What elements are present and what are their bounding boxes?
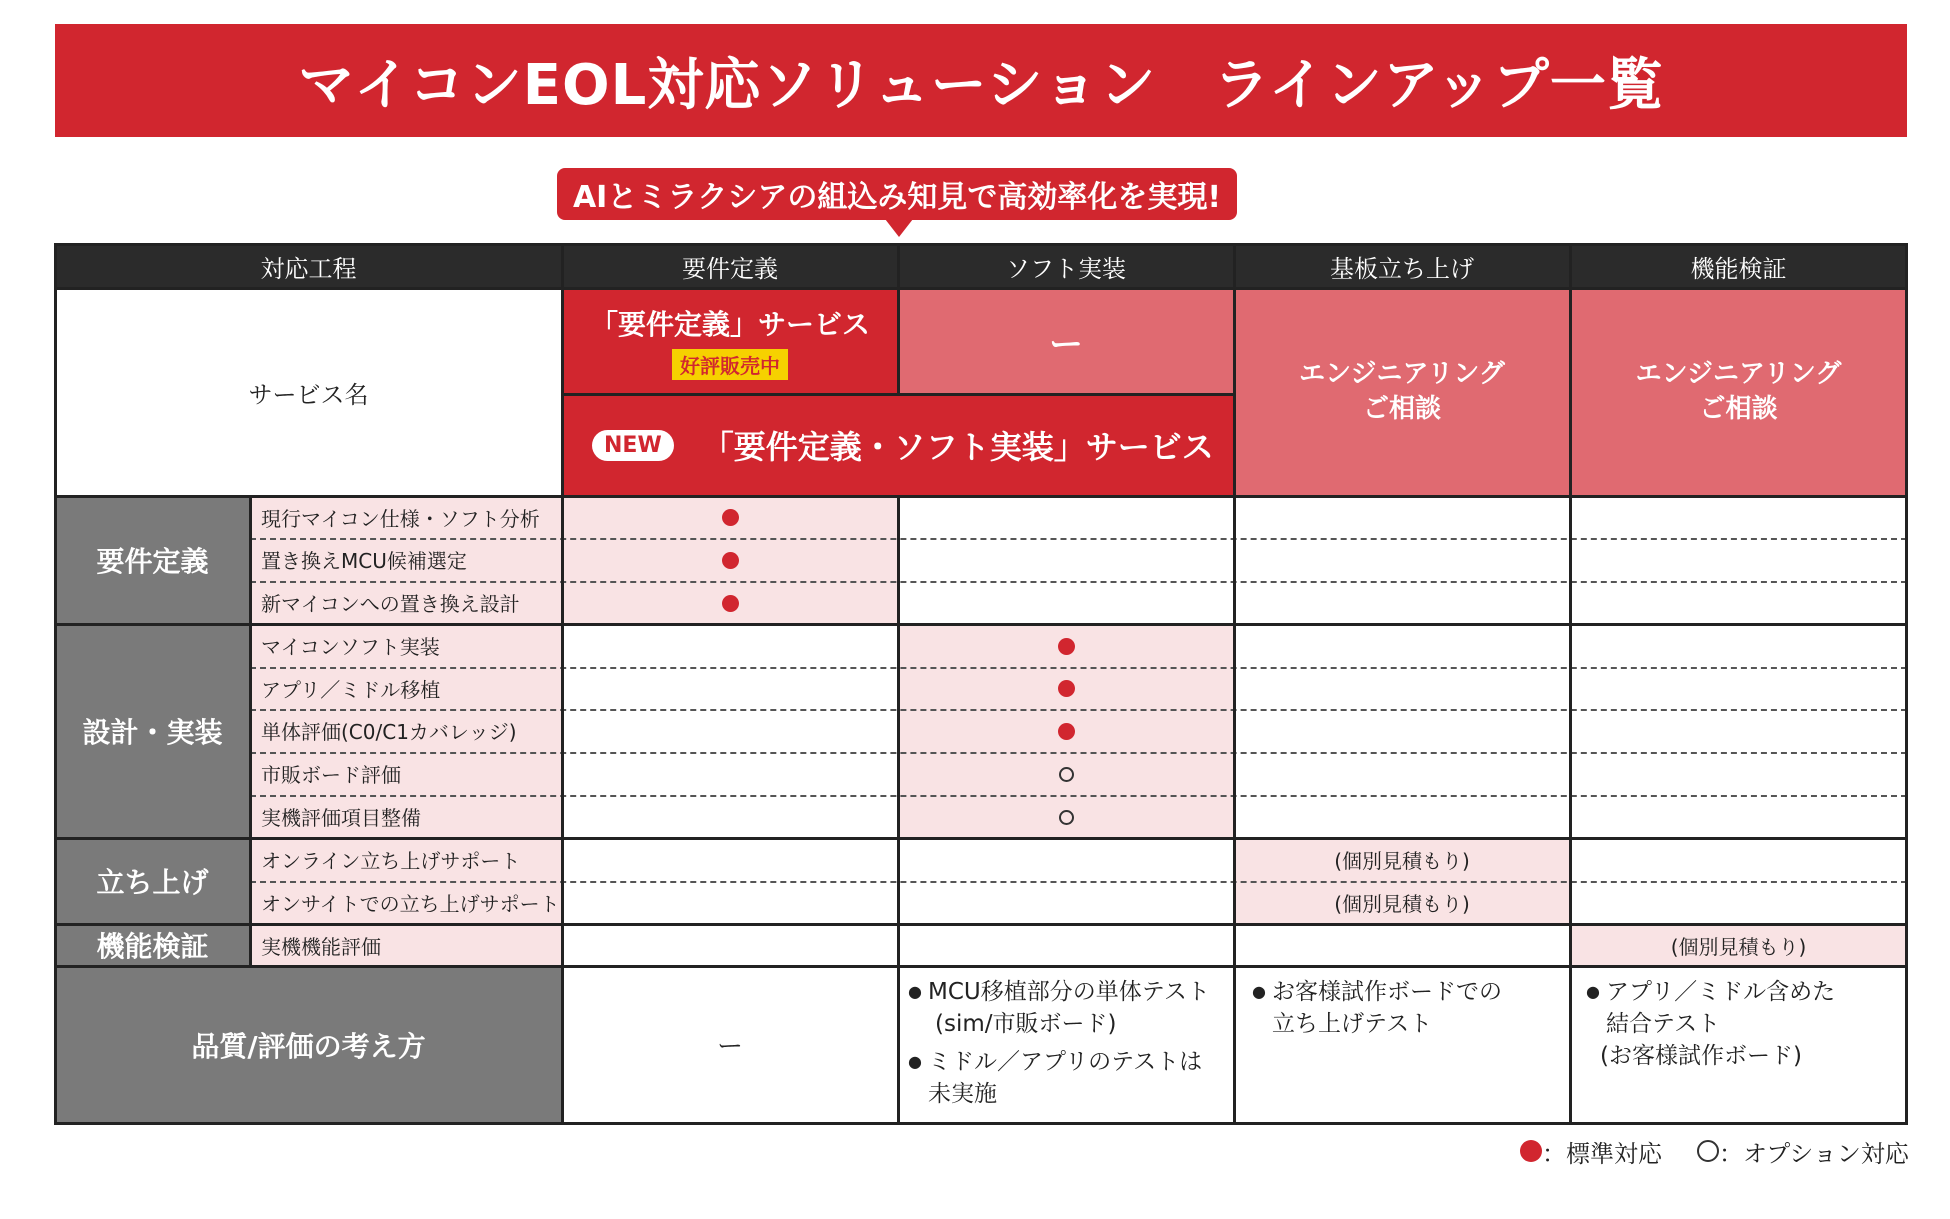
task-replacement-design: 新マイコンへの置き換え設計	[261, 592, 520, 616]
popular-badge: 好評販売中	[672, 349, 788, 380]
group-requirements: 要件定義	[55, 496, 250, 624]
callout-banner: AIとミラクシアの組込み知見で高効率化を実現!	[557, 168, 1237, 220]
header-function: 機能検証	[1570, 244, 1907, 288]
task-online-bringup-support: オンライン立ち上げサポート	[261, 849, 521, 873]
row-divider	[250, 795, 1907, 797]
row-line	[55, 837, 1907, 840]
task-real-device-function-eval: 実機機能評価	[261, 934, 381, 959]
option-mark-icon	[1046, 802, 1086, 832]
combined-service-name: 「要件定義・ソフト実装」サービス	[701, 428, 1214, 466]
task-mcu-candidate-selection: 置き換えMCU候補選定	[261, 549, 467, 573]
requirements-service-name: 「要件定義」サービス	[589, 307, 870, 341]
estimate-onsite: (個別見積もり)	[1334, 892, 1470, 916]
quality-bullet	[1252, 976, 1502, 1008]
row-divider	[250, 581, 1907, 583]
quality-text: 結合テスト	[1606, 1011, 1721, 1037]
table-border-right	[1905, 243, 1908, 1125]
task-commercial-board-evaluation: 市販ボード評価	[261, 763, 401, 787]
header-bottom-line	[55, 287, 1907, 290]
row-line	[55, 495, 1907, 498]
standard-mark-icon	[1046, 673, 1086, 703]
new-combined-service-cell	[562, 394, 1234, 496]
header-board: 基板立ち上げ	[1234, 244, 1570, 288]
task-current-mcu-analysis: 現行マイコン仕様・ソフト分析	[261, 506, 540, 531]
quality-text: 未実施	[928, 1081, 997, 1107]
task-real-device-eval-items: 実機評価項目整備	[261, 806, 421, 830]
standard-mark-icon	[710, 545, 750, 575]
page-title: マイコンEOL対応ソリューション ラインアップ一覧	[55, 24, 1907, 137]
row-line	[55, 965, 1907, 968]
bullet-icon: ●	[908, 1052, 922, 1071]
group-bringup: 立ち上げ	[55, 838, 250, 924]
column-line	[1569, 243, 1572, 1125]
quality-bullet	[908, 1046, 1210, 1078]
table-border-bottom	[55, 1122, 1907, 1125]
estimate-function: (個別見積もり)	[1670, 934, 1807, 959]
group-column-line	[249, 495, 252, 966]
row-divider	[250, 881, 1907, 883]
estimate-online: (個別見積もり)	[1334, 849, 1470, 873]
header-requirements: 要件定義	[562, 244, 898, 288]
standard-mark-icon	[710, 588, 750, 618]
task-app-middleware-porting: アプリ／ミドル移植	[261, 677, 441, 702]
legend-option-label: ：オプション対応	[1719, 1139, 1909, 1168]
quality-text: MCU移植部分の単体テスト	[928, 979, 1210, 1005]
row-divider	[250, 752, 1907, 754]
header-software: ソフト実装	[898, 244, 1234, 288]
standard-mark-icon	[710, 502, 750, 532]
new-badge: NEW	[592, 430, 674, 461]
quality-text: 立ち上げテスト	[1272, 1011, 1433, 1037]
service-name-label: サービス名	[248, 380, 369, 409]
task-onsite-bringup-support: オンサイトでの立ち上げサポート	[261, 892, 560, 916]
bullet-icon: ●	[1586, 982, 1600, 1001]
standard-mark-icon	[1046, 631, 1086, 661]
option-mark-icon	[1046, 759, 1086, 789]
table-border-left	[54, 243, 57, 1125]
bullet-icon: ●	[908, 982, 922, 1001]
option-circle-icon	[1697, 1140, 1719, 1162]
column-line	[1233, 243, 1236, 1125]
quality-function	[1586, 976, 1835, 1072]
group-design-implementation: 設計・実装	[55, 624, 250, 838]
quality-software	[908, 976, 1210, 1110]
row-divider	[250, 538, 1907, 540]
row-divider	[250, 709, 1907, 711]
row-line	[55, 623, 1907, 626]
column-line	[561, 243, 564, 1125]
quality-text: (sim/市販ボード)	[935, 1011, 1117, 1037]
quality-bullet	[1586, 976, 1835, 1008]
legend-standard	[1520, 1134, 1662, 1168]
header-process: 対応工程	[55, 244, 562, 288]
quality-text: お客様試作ボードでの	[1272, 979, 1502, 1005]
legend-option	[1697, 1134, 1909, 1168]
software-service-cell: ー	[898, 288, 1234, 394]
task-mcu-software-implementation: マイコンソフト実装	[261, 635, 440, 659]
callout-pointer	[885, 219, 913, 237]
row-divider	[250, 667, 1907, 669]
quality-text: (お客様試作ボード)	[1600, 1043, 1802, 1069]
quality-text: ミドル／アプリのテストは	[928, 1049, 1203, 1075]
quality-bullet	[908, 976, 1210, 1008]
table-border-top	[55, 243, 1907, 246]
quality-board	[1252, 976, 1502, 1040]
standard-dot-icon	[1520, 1140, 1542, 1162]
board-service-cell: エンジニアリング ご相談	[1234, 288, 1570, 496]
standard-mark-icon	[1046, 716, 1086, 746]
column-line	[897, 495, 900, 1125]
row-line	[55, 923, 1907, 926]
function-service-cell: エンジニアリング ご相談	[1570, 288, 1907, 496]
task-unit-evaluation: 単体評価(C0/C1カバレッジ)	[261, 720, 517, 744]
column-line	[897, 243, 900, 394]
legend-standard-label: ：標準対応	[1542, 1139, 1662, 1168]
quality-label: 品質/評価の考え方	[55, 966, 562, 1123]
quality-text: アプリ／ミドル含めた	[1606, 979, 1836, 1005]
quality-requirements: ー	[716, 1032, 743, 1062]
bullet-icon: ●	[1252, 982, 1266, 1001]
group-function-verification: 機能検証	[55, 924, 250, 966]
requirements-service-cell	[562, 288, 898, 394]
